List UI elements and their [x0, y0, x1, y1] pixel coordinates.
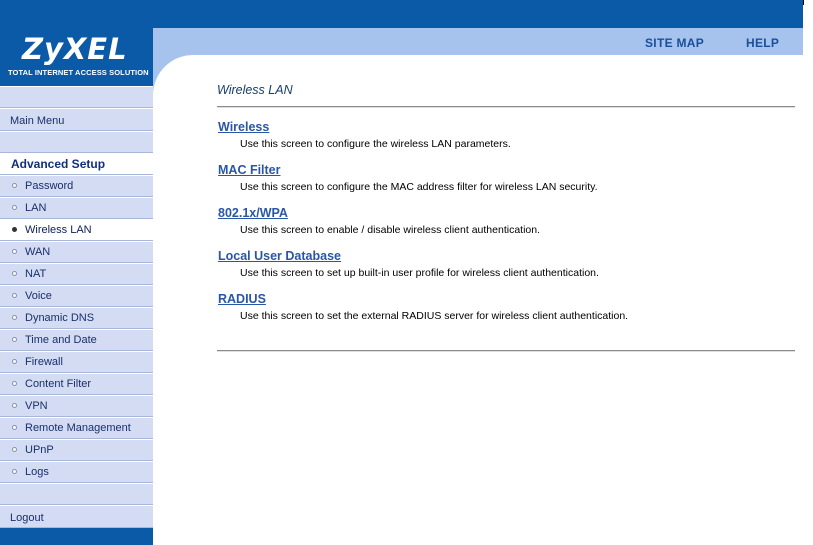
site-map-link[interactable]: SITE MAP — [645, 36, 705, 50]
sidebar-item-label: Voice — [25, 290, 52, 302]
sidebar-item-label: Firewall — [25, 356, 63, 368]
window-edge-line — [803, 0, 804, 5]
sidebar-item-main-menu[interactable] — [0, 108, 153, 131]
radio-bullet-icon — [12, 315, 17, 320]
8021x-wpa-description: Use this screen to enable / disable wireless client authentication. — [240, 224, 540, 236]
radio-bullet-icon — [12, 403, 17, 408]
radio-bullet-icon — [12, 205, 17, 210]
radius-link[interactable]: RADIUS — [218, 292, 266, 306]
sidebar-item-label: Main Menu — [10, 115, 65, 127]
radius-description: Use this screen to set the external RADIUS server for wireless client authentication. — [240, 310, 629, 322]
wireless-description: Use this screen to configure the wireless LAN parameters. — [240, 138, 511, 150]
mac-filter-description: Use this screen to configure the MAC address filter for wireless LAN security. — [240, 181, 598, 193]
sidebar-spacer-top — [0, 86, 153, 108]
sidebar-spacer — [0, 131, 153, 153]
wireless-link[interactable]: Wireless — [218, 120, 270, 134]
sidebar-item-label: Wireless LAN — [25, 224, 92, 236]
radio-bullet-icon — [12, 425, 17, 430]
sidebar-item-label: Password — [25, 180, 74, 192]
sidebar-item-label: Logs — [25, 466, 49, 478]
radio-bullet-icon — [12, 293, 17, 298]
radio-bullet-icon — [12, 271, 17, 276]
8021x-wpa-link[interactable]: 802.1x/WPA — [218, 206, 288, 220]
page-title: Wireless LAN — [217, 83, 293, 97]
radio-bullet-icon — [12, 359, 17, 364]
sidebar-item-upnp[interactable] — [0, 439, 153, 461]
section-title: Advanced Setup — [11, 157, 106, 171]
sidebar-item-label: Logout — [10, 512, 44, 524]
radio-bullet-icon — [12, 227, 17, 232]
sidebar-item-firewall[interactable] — [0, 351, 153, 373]
sidebar-item-label: NAT — [25, 268, 47, 280]
help-link[interactable]: HELP — [746, 36, 780, 50]
mac-filter-link[interactable]: MAC Filter — [218, 163, 281, 177]
sidebar-section-advanced-setup — [0, 153, 153, 175]
sidebar-item-label: Dynamic DNS — [25, 312, 95, 324]
radio-bullet-icon — [12, 469, 17, 474]
sidebar-item-label: Time and Date — [25, 334, 97, 346]
radio-bullet-icon — [12, 183, 17, 188]
sidebar-item-label: WAN — [25, 246, 51, 258]
sidebar-item-wireless-lan[interactable] — [0, 219, 153, 241]
sidebar-item-content-filter[interactable] — [0, 373, 153, 395]
sidebar-item-label: Content Filter — [25, 378, 92, 390]
sidebar-spacer-bottom — [0, 483, 153, 505]
radio-bullet-icon — [12, 381, 17, 386]
sidebar-item-label: VPN — [25, 400, 48, 412]
divider-top — [217, 106, 795, 108]
sidebar-item-label: LAN — [25, 202, 47, 214]
zyxel-logo — [0, 0, 153, 86]
radio-bullet-icon — [12, 447, 17, 452]
sidebar-item-lan[interactable] — [0, 197, 153, 219]
sidebar-item-logs[interactable] — [0, 461, 153, 483]
divider-bottom — [217, 350, 795, 352]
sidebar-item-nat[interactable] — [0, 263, 153, 285]
local-user-database-description: Use this screen to set up built-in user profile for wireless client authentication. — [240, 267, 599, 279]
window-edge — [803, 0, 813, 545]
radio-bullet-icon — [12, 337, 17, 342]
header-band — [153, 28, 803, 55]
sidebar-item-wan[interactable] — [0, 241, 153, 263]
header-strip — [153, 0, 803, 28]
logo-tagline: TOTAL INTERNET ACCESS SOLUTION — [8, 68, 149, 77]
sidebar-item-remote-management[interactable] — [0, 417, 153, 439]
sidebar-item-time-and-date[interactable] — [0, 329, 153, 351]
sidebar-item-password[interactable] — [0, 175, 153, 197]
sidebar-item-label: Remote Management — [25, 422, 131, 434]
sidebar-item-label: UPnP — [25, 444, 54, 456]
sidebar-item-dynamic-dns[interactable] — [0, 307, 153, 329]
sidebar-item-logout[interactable] — [0, 505, 153, 528]
logo-wordmark: ZyXEL — [22, 32, 128, 66]
radio-bullet-icon — [12, 249, 17, 254]
sidebar-item-vpn[interactable] — [0, 395, 153, 417]
sidebar-item-voice[interactable] — [0, 285, 153, 307]
local-user-database-link[interactable]: Local User Database — [218, 249, 341, 263]
